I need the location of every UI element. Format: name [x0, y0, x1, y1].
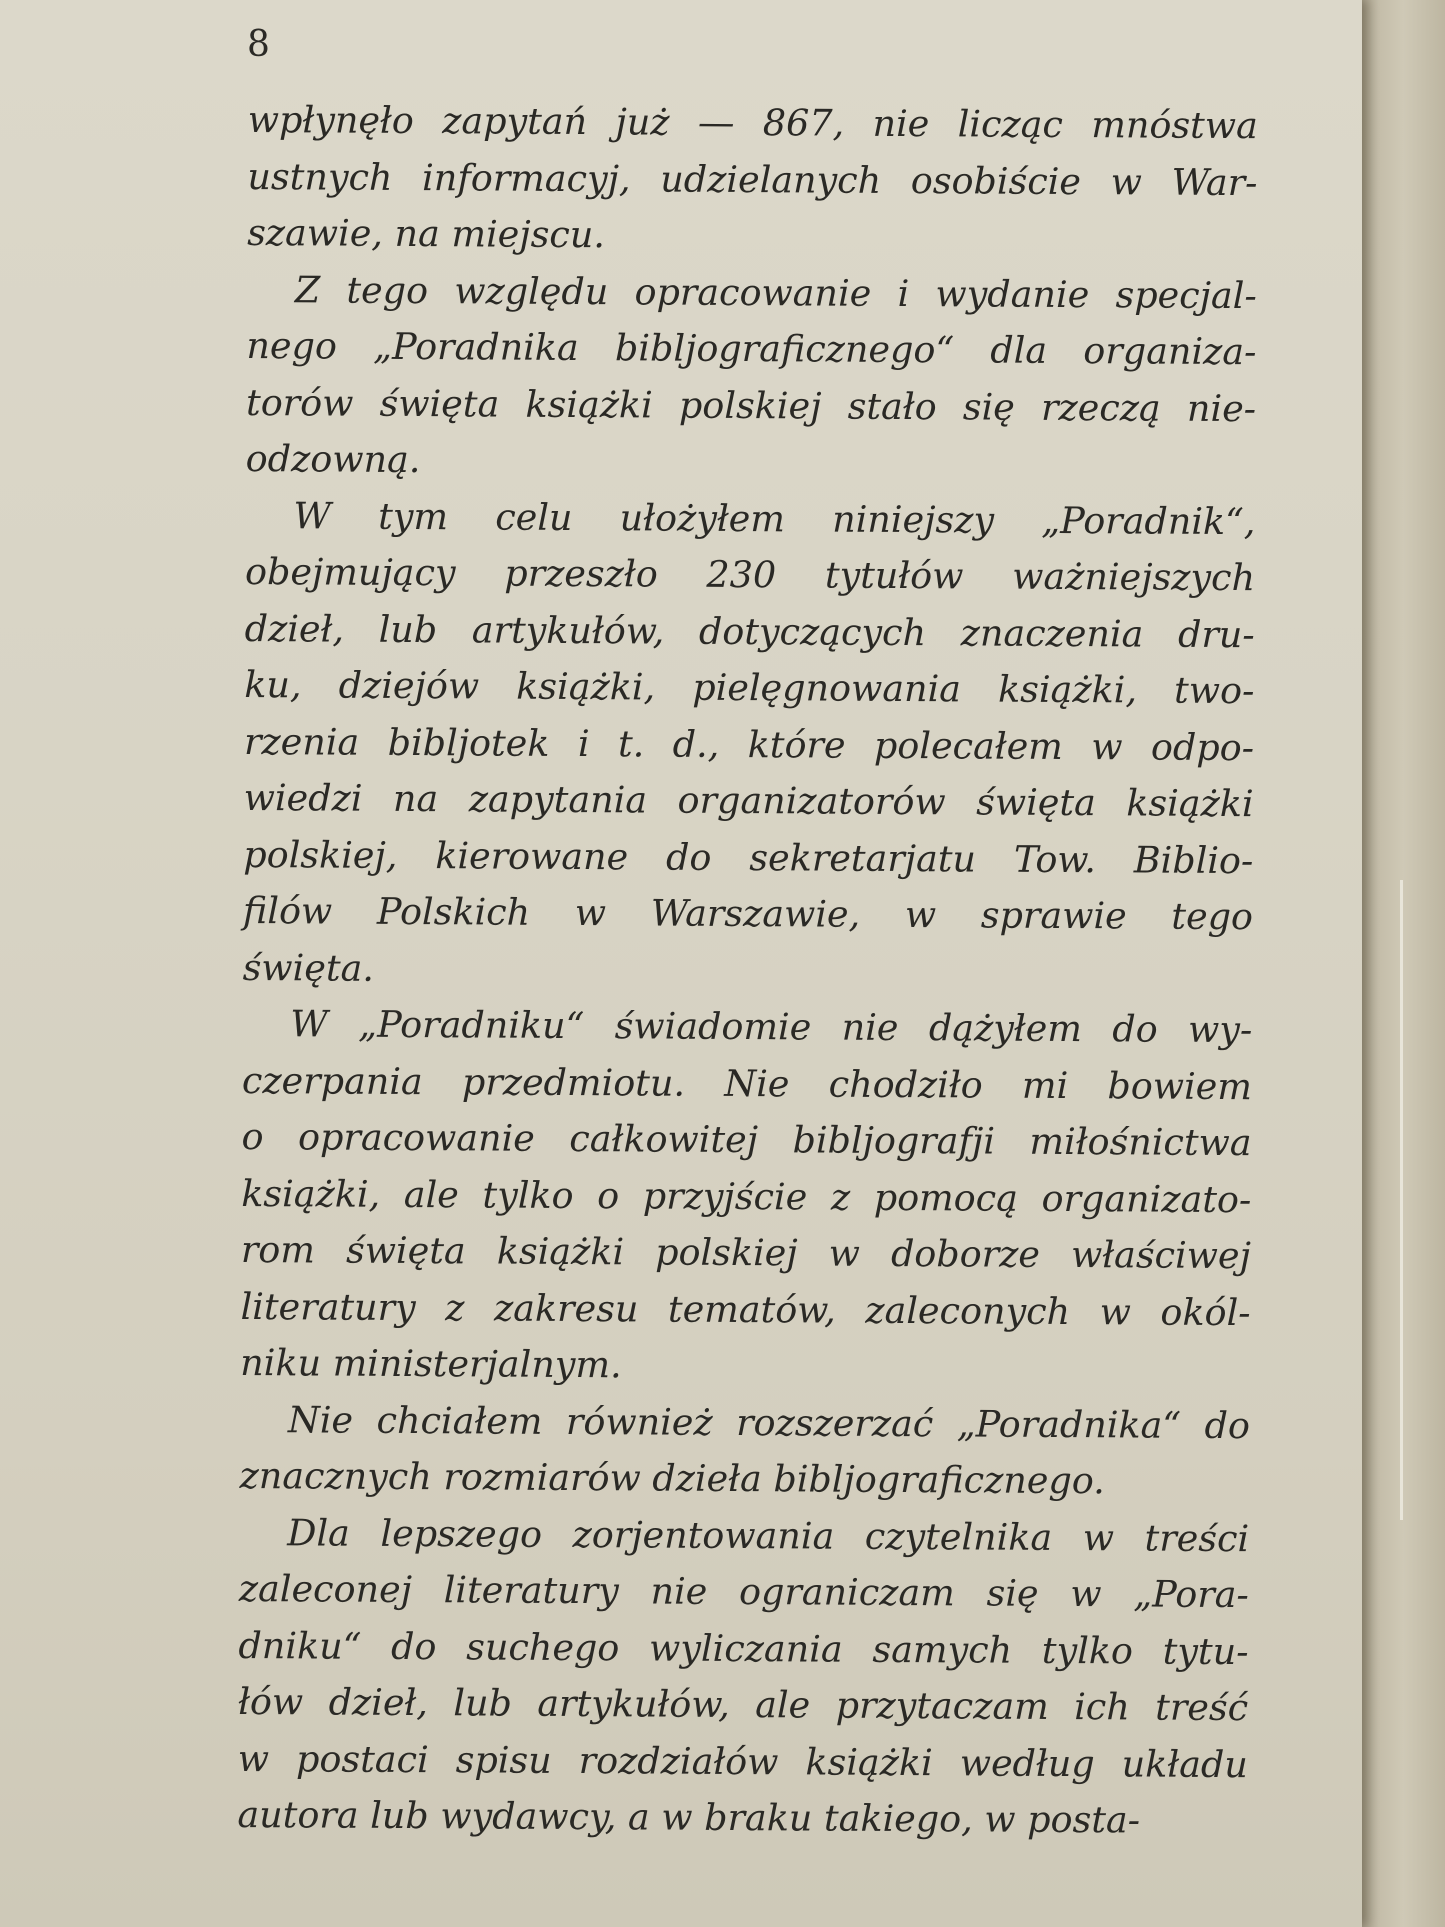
paragraph — [246, 261, 1257, 493]
text-line: filów Polskich w Warszawie, w sprawie tego — [242, 888, 1254, 939]
paragraph — [247, 92, 1258, 268]
text-line: W tym celu ułożyłem niniejszy „Poradnik“, — [293, 493, 1256, 543]
paragraph — [240, 996, 1252, 1398]
text-line: Dla lepszego zorjentowania czytelnika w treści — [287, 1510, 1250, 1560]
text-line: autora lub wydawcy, a w braku takiego, w posta- — [237, 1792, 1141, 1842]
text-line: znacznych rozmiarów dzieła bibljograficznego. — [239, 1453, 1105, 1503]
text-line: nego „Poradnika bibljograficznego“ dla organiza- — [246, 323, 1257, 374]
text-line: wiedzi na zapytania organizatorów święta książki — [243, 775, 1254, 826]
text-line: W „Poradniku“ świadomie nie dążyłem do wy- — [290, 1002, 1253, 1052]
text-line: dniku“ do suchego wyliczania samych tylko tytu- — [238, 1623, 1249, 1673]
body-text — [237, 92, 1258, 1850]
text-line: torów święta książki polskiej stało się rzeczą nie- — [245, 380, 1257, 430]
adjacent-page-edge — [1362, 0, 1445, 1927]
text-line: niku ministerjalnym. — [240, 1340, 622, 1387]
text-line: Nie chciałem również rozszerzać „Poradnika“ do — [287, 1397, 1251, 1447]
paragraph — [242, 487, 1255, 1002]
text-line: rzenia bibljotek i t. d., które polecałem w odpo- — [243, 719, 1255, 769]
text-line: szawie, na miejscu. — [247, 210, 606, 257]
text-line: o opracowanie całkowitej bibljografji miłośnictwa — [241, 1114, 1252, 1165]
text-line: odzowną. — [245, 436, 421, 482]
text-line: święta. — [242, 945, 375, 990]
paragraph — [239, 1391, 1250, 1510]
text-line: literatury z zakresu tematów, zaleconych w okól- — [240, 1284, 1251, 1334]
text-line: w postaci spisu rozdziałów książki według układu — [237, 1736, 1248, 1786]
text-line: polskiej, kierowane do sekretarjatu Tow. Biblio- — [243, 832, 1254, 882]
text-line: obejmujący przeszło 230 tytułów ważniejszych — [244, 549, 1256, 600]
text-line: łów dzieł, lub artykułów, ale przytaczam ich treść — [238, 1679, 1249, 1730]
text-line: czerpania przedmiotu. Nie chodziło mi bowiem — [241, 1058, 1253, 1108]
page-number: 8 — [247, 24, 270, 65]
text-line: wpłynęło zapytań już — 867, nie licząc mnóstwa — [247, 97, 1258, 148]
text-line: dzieł, lub artykułów, dotyczących znaczenia dru- — [244, 606, 1255, 656]
text-line: ustnych informacyj, udzielanych osobiście w War- — [247, 154, 1258, 204]
text-line: książki, ale tylko o przyjście z pomocą organizato- — [241, 1171, 1252, 1221]
page-edge-highlight — [1400, 880, 1403, 1520]
text-line: zaleconej literatury nie ograniczam się w „Pora- — [238, 1566, 1249, 1617]
paragraph — [237, 1504, 1249, 1849]
text-line: Z tego względu opracowanie i wydanie specjal- — [294, 267, 1257, 317]
text-line: ku, dziejów książki, pielęgnowania książki, two- — [244, 662, 1255, 713]
text-line: rom święta książki polskiej w doborze właściwej — [240, 1227, 1252, 1278]
